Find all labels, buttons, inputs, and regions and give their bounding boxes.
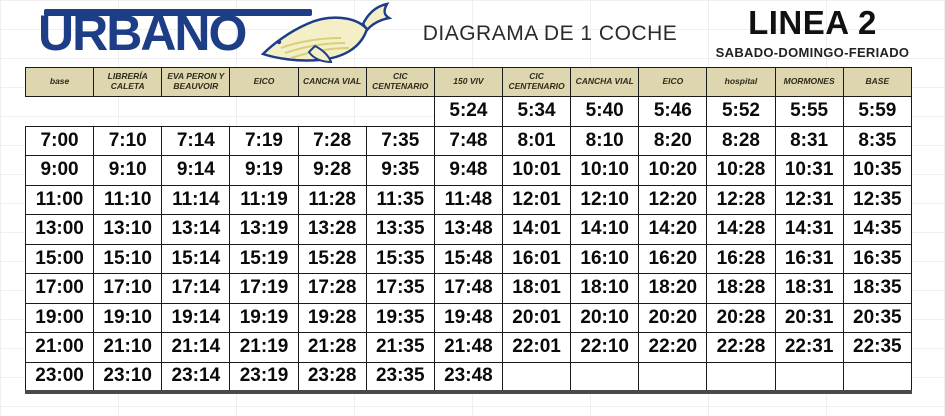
time-cell: 13:10 [94,215,162,245]
time-cell: 14:28 [707,215,775,245]
time-cell: 15:14 [162,244,230,274]
time-cell: 12:31 [775,185,843,215]
time-cell: 5:34 [502,97,570,127]
time-cell: 13:28 [298,215,366,245]
time-cell: 23:48 [434,362,502,392]
time-cell: 11:10 [94,185,162,215]
time-cell: 8:10 [571,126,639,156]
time-cell: 9:00 [26,156,94,186]
time-cell [707,362,775,392]
column-header: hospital [707,68,775,97]
column-header: CIC CENTENARIO [366,68,434,97]
table-row [26,333,912,363]
time-cell: 21:35 [366,333,434,363]
column-header: CANCHA VIAL [298,68,366,97]
time-cell: 7:00 [26,126,94,156]
time-cell: 15:48 [434,244,502,274]
time-cell: 17:48 [434,274,502,304]
time-cell: 8:20 [639,126,707,156]
time-cell: 19:10 [94,303,162,333]
time-cell: 22:10 [571,333,639,363]
time-cell: 21:48 [434,333,502,363]
table-row [26,274,912,304]
time-cell: 16:35 [843,244,911,274]
time-cell: 17:10 [94,274,162,304]
time-cell: 5:24 [434,97,502,127]
time-cell [162,97,230,127]
time-cell: 11:28 [298,185,366,215]
time-cell: 21:10 [94,333,162,363]
time-cell: 12:20 [639,185,707,215]
table-row [26,97,912,127]
time-cell [775,362,843,392]
time-cell: 10:20 [639,156,707,186]
time-cell: 16:20 [639,244,707,274]
time-cell: 7:19 [230,126,298,156]
time-cell: 14:35 [843,215,911,245]
timetable-header [26,68,912,97]
time-cell: 23:10 [94,362,162,392]
time-cell: 19:19 [230,303,298,333]
time-cell [502,362,570,392]
time-cell: 7:14 [162,126,230,156]
time-cell: 22:20 [639,333,707,363]
time-cell: 5:59 [843,97,911,127]
time-cell: 16:31 [775,244,843,274]
time-cell: 22:31 [775,333,843,363]
logo-text: URBANO [38,5,246,61]
time-cell: 14:01 [502,215,570,245]
time-cell: 9:28 [298,156,366,186]
time-cell: 17:14 [162,274,230,304]
time-cell: 18:10 [571,274,639,304]
table-row [26,362,912,392]
time-cell: 18:35 [843,274,911,304]
time-cell: 14:31 [775,215,843,245]
time-cell: 5:46 [639,97,707,127]
time-cell: 5:55 [775,97,843,127]
time-cell: 19:48 [434,303,502,333]
time-cell: 15:35 [366,244,434,274]
time-cell: 13:00 [26,215,94,245]
table-row [26,244,912,274]
doc-title: DIAGRAMA DE 1 COCHE [422,22,678,45]
time-cell: 22:35 [843,333,911,363]
column-header: EVA PERON Y BEAUVOIR [162,68,230,97]
time-cell: 17:19 [230,274,298,304]
time-cell: 7:48 [434,126,502,156]
time-cell: 11:19 [230,185,298,215]
time-cell: 19:14 [162,303,230,333]
header-row [26,68,912,97]
time-cell: 9:10 [94,156,162,186]
bus-timetable [25,67,912,394]
urbano-logo [30,2,390,65]
time-cell: 12:01 [502,185,570,215]
time-cell: 21:14 [162,333,230,363]
time-cell: 20:31 [775,303,843,333]
time-cell: 14:20 [639,215,707,245]
column-header: BASE [843,68,911,97]
time-cell [298,97,366,127]
time-cell: 5:40 [571,97,639,127]
time-cell [639,362,707,392]
time-cell: 7:10 [94,126,162,156]
time-cell: 22:01 [502,333,570,363]
table-row [26,303,912,333]
time-cell: 9:48 [434,156,502,186]
time-cell: 8:01 [502,126,570,156]
time-cell: 14:10 [571,215,639,245]
table-row [26,215,912,245]
time-cell: 11:35 [366,185,434,215]
time-cell: 10:31 [775,156,843,186]
column-header: EICO [230,68,298,97]
time-cell: 15:10 [94,244,162,274]
time-cell: 20:28 [707,303,775,333]
time-cell: 11:00 [26,185,94,215]
time-cell: 8:28 [707,126,775,156]
time-cell: 21:00 [26,333,94,363]
time-cell: 21:19 [230,333,298,363]
line-subtitle: SABADO-DOMINGO-FERIADO [715,45,910,60]
time-cell: 23:19 [230,362,298,392]
time-cell: 13:14 [162,215,230,245]
time-cell: 15:00 [26,244,94,274]
time-cell [843,362,911,392]
time-cell: 23:00 [26,362,94,392]
table-row [26,156,912,186]
time-cell: 12:28 [707,185,775,215]
time-cell: 7:28 [298,126,366,156]
time-cell [366,97,434,127]
time-cell: 18:31 [775,274,843,304]
time-cell: 17:00 [26,274,94,304]
time-cell [94,97,162,127]
time-cell: 17:35 [366,274,434,304]
time-cell [230,97,298,127]
time-cell: 16:28 [707,244,775,274]
column-header: 150 VIV [434,68,502,97]
time-cell: 23:35 [366,362,434,392]
time-cell [26,97,94,127]
time-cell: 8:35 [843,126,911,156]
time-cell [571,362,639,392]
time-cell: 18:28 [707,274,775,304]
timetable-body [26,97,912,392]
time-cell: 22:28 [707,333,775,363]
time-cell: 12:35 [843,185,911,215]
time-cell: 13:19 [230,215,298,245]
line-block [705,4,920,60]
top-banner [0,0,945,67]
time-cell: 17:28 [298,274,366,304]
time-cell: 20:10 [571,303,639,333]
time-cell: 5:52 [707,97,775,127]
time-cell: 11:14 [162,185,230,215]
time-cell: 23:14 [162,362,230,392]
column-header: CANCHA VIAL [571,68,639,97]
time-cell: 10:35 [843,156,911,186]
time-cell: 15:19 [230,244,298,274]
column-header: MORMONES [775,68,843,97]
time-cell: 20:20 [639,303,707,333]
table-row [26,185,912,215]
time-cell: 16:10 [571,244,639,274]
time-cell: 20:35 [843,303,911,333]
time-cell: 15:28 [298,244,366,274]
whale-icon [245,2,405,73]
column-header: EICO [639,68,707,97]
time-cell: 16:01 [502,244,570,274]
time-cell: 20:01 [502,303,570,333]
time-cell: 13:48 [434,215,502,245]
time-cell: 9:19 [230,156,298,186]
time-cell: 19:28 [298,303,366,333]
time-cell: 19:35 [366,303,434,333]
column-header: CIC CENTENARIO [502,68,570,97]
time-cell: 13:35 [366,215,434,245]
line-title: LINEA 2 [748,4,877,41]
time-cell: 10:28 [707,156,775,186]
time-cell: 21:28 [298,333,366,363]
time-cell: 9:14 [162,156,230,186]
time-cell: 9:35 [366,156,434,186]
time-cell: 10:01 [502,156,570,186]
time-cell: 19:00 [26,303,94,333]
time-cell: 18:20 [639,274,707,304]
time-cell: 11:48 [434,185,502,215]
column-header: base [26,68,94,97]
time-cell: 7:35 [366,126,434,156]
time-cell: 12:10 [571,185,639,215]
time-cell: 18:01 [502,274,570,304]
time-cell: 8:31 [775,126,843,156]
column-header: LIBRERÍA CALETA [94,68,162,97]
time-cell: 23:28 [298,362,366,392]
time-cell: 10:10 [571,156,639,186]
table-row [26,126,912,156]
